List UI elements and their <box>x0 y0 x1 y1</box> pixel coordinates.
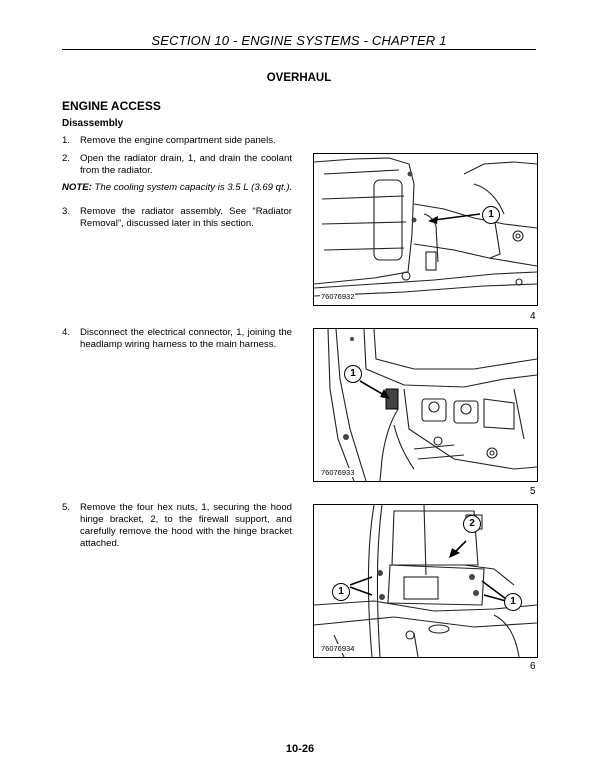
step-number: 4. <box>62 327 71 338</box>
figure-hood-hinge <box>313 504 538 658</box>
connector-illustration <box>314 329 537 481</box>
radiator-illustration <box>314 154 537 305</box>
step-text: Open the radiator drain, 1, and drain the coolant from the radiator. <box>80 153 292 176</box>
section-title: ENGINE ACCESS <box>62 99 161 113</box>
callout-1-right: 1 <box>504 593 522 611</box>
figure-number: 6 <box>530 661 536 672</box>
note-text: The cooling system capacity is 3.5 L (3.69 qt.). <box>94 182 293 193</box>
step-4 <box>62 327 292 351</box>
subsection-title: Disassembly <box>62 118 124 129</box>
step-5 <box>62 502 292 550</box>
page-heading: OVERHAUL <box>266 72 332 84</box>
note <box>62 182 302 194</box>
header-rule <box>62 49 536 50</box>
callout-1: 1 <box>344 365 362 383</box>
step-text: Remove the engine compartment side panels. <box>80 135 276 146</box>
figure-headlamp-connector <box>313 328 538 482</box>
callout-2: 2 <box>463 515 481 533</box>
step-3 <box>62 206 292 230</box>
figure-code: 76076933 <box>321 468 355 477</box>
figure-code: 76076934 <box>321 644 355 653</box>
step-number: 3. <box>62 206 71 217</box>
step-number: 5. <box>62 502 71 513</box>
section-header: SECTION 10 - ENGINE SYSTEMS - CHAPTER 1 <box>151 33 447 48</box>
note-label: NOTE: <box>62 182 92 193</box>
callout-1: 1 <box>482 206 500 224</box>
step-number: 2. <box>62 153 71 164</box>
step-text: Remove the radiator assembly. See “Radiator Removal”, discussed later in this section. <box>80 206 292 229</box>
step-text: Disconnect the electrical connector, 1, joining the headlamp wiring harness to the main harness. <box>80 327 292 350</box>
step-text: Remove the four hex nuts, 1, securing the hood hinge bracket, 2, to the firewall support, and carefully remove the hood with the hinge bracket attached. <box>80 502 292 549</box>
step-1 <box>62 135 292 147</box>
step-number: 1. <box>62 135 71 146</box>
figure-code: 76076932 <box>321 292 355 301</box>
callout-1-left: 1 <box>332 583 350 601</box>
hood-hinge-illustration <box>314 505 537 657</box>
step-2 <box>62 153 292 177</box>
figure-number: 4 <box>530 311 536 322</box>
page-number: 10-26 <box>285 743 315 755</box>
figure-radiator-drain <box>313 153 538 306</box>
figure-number: 5 <box>530 486 536 497</box>
